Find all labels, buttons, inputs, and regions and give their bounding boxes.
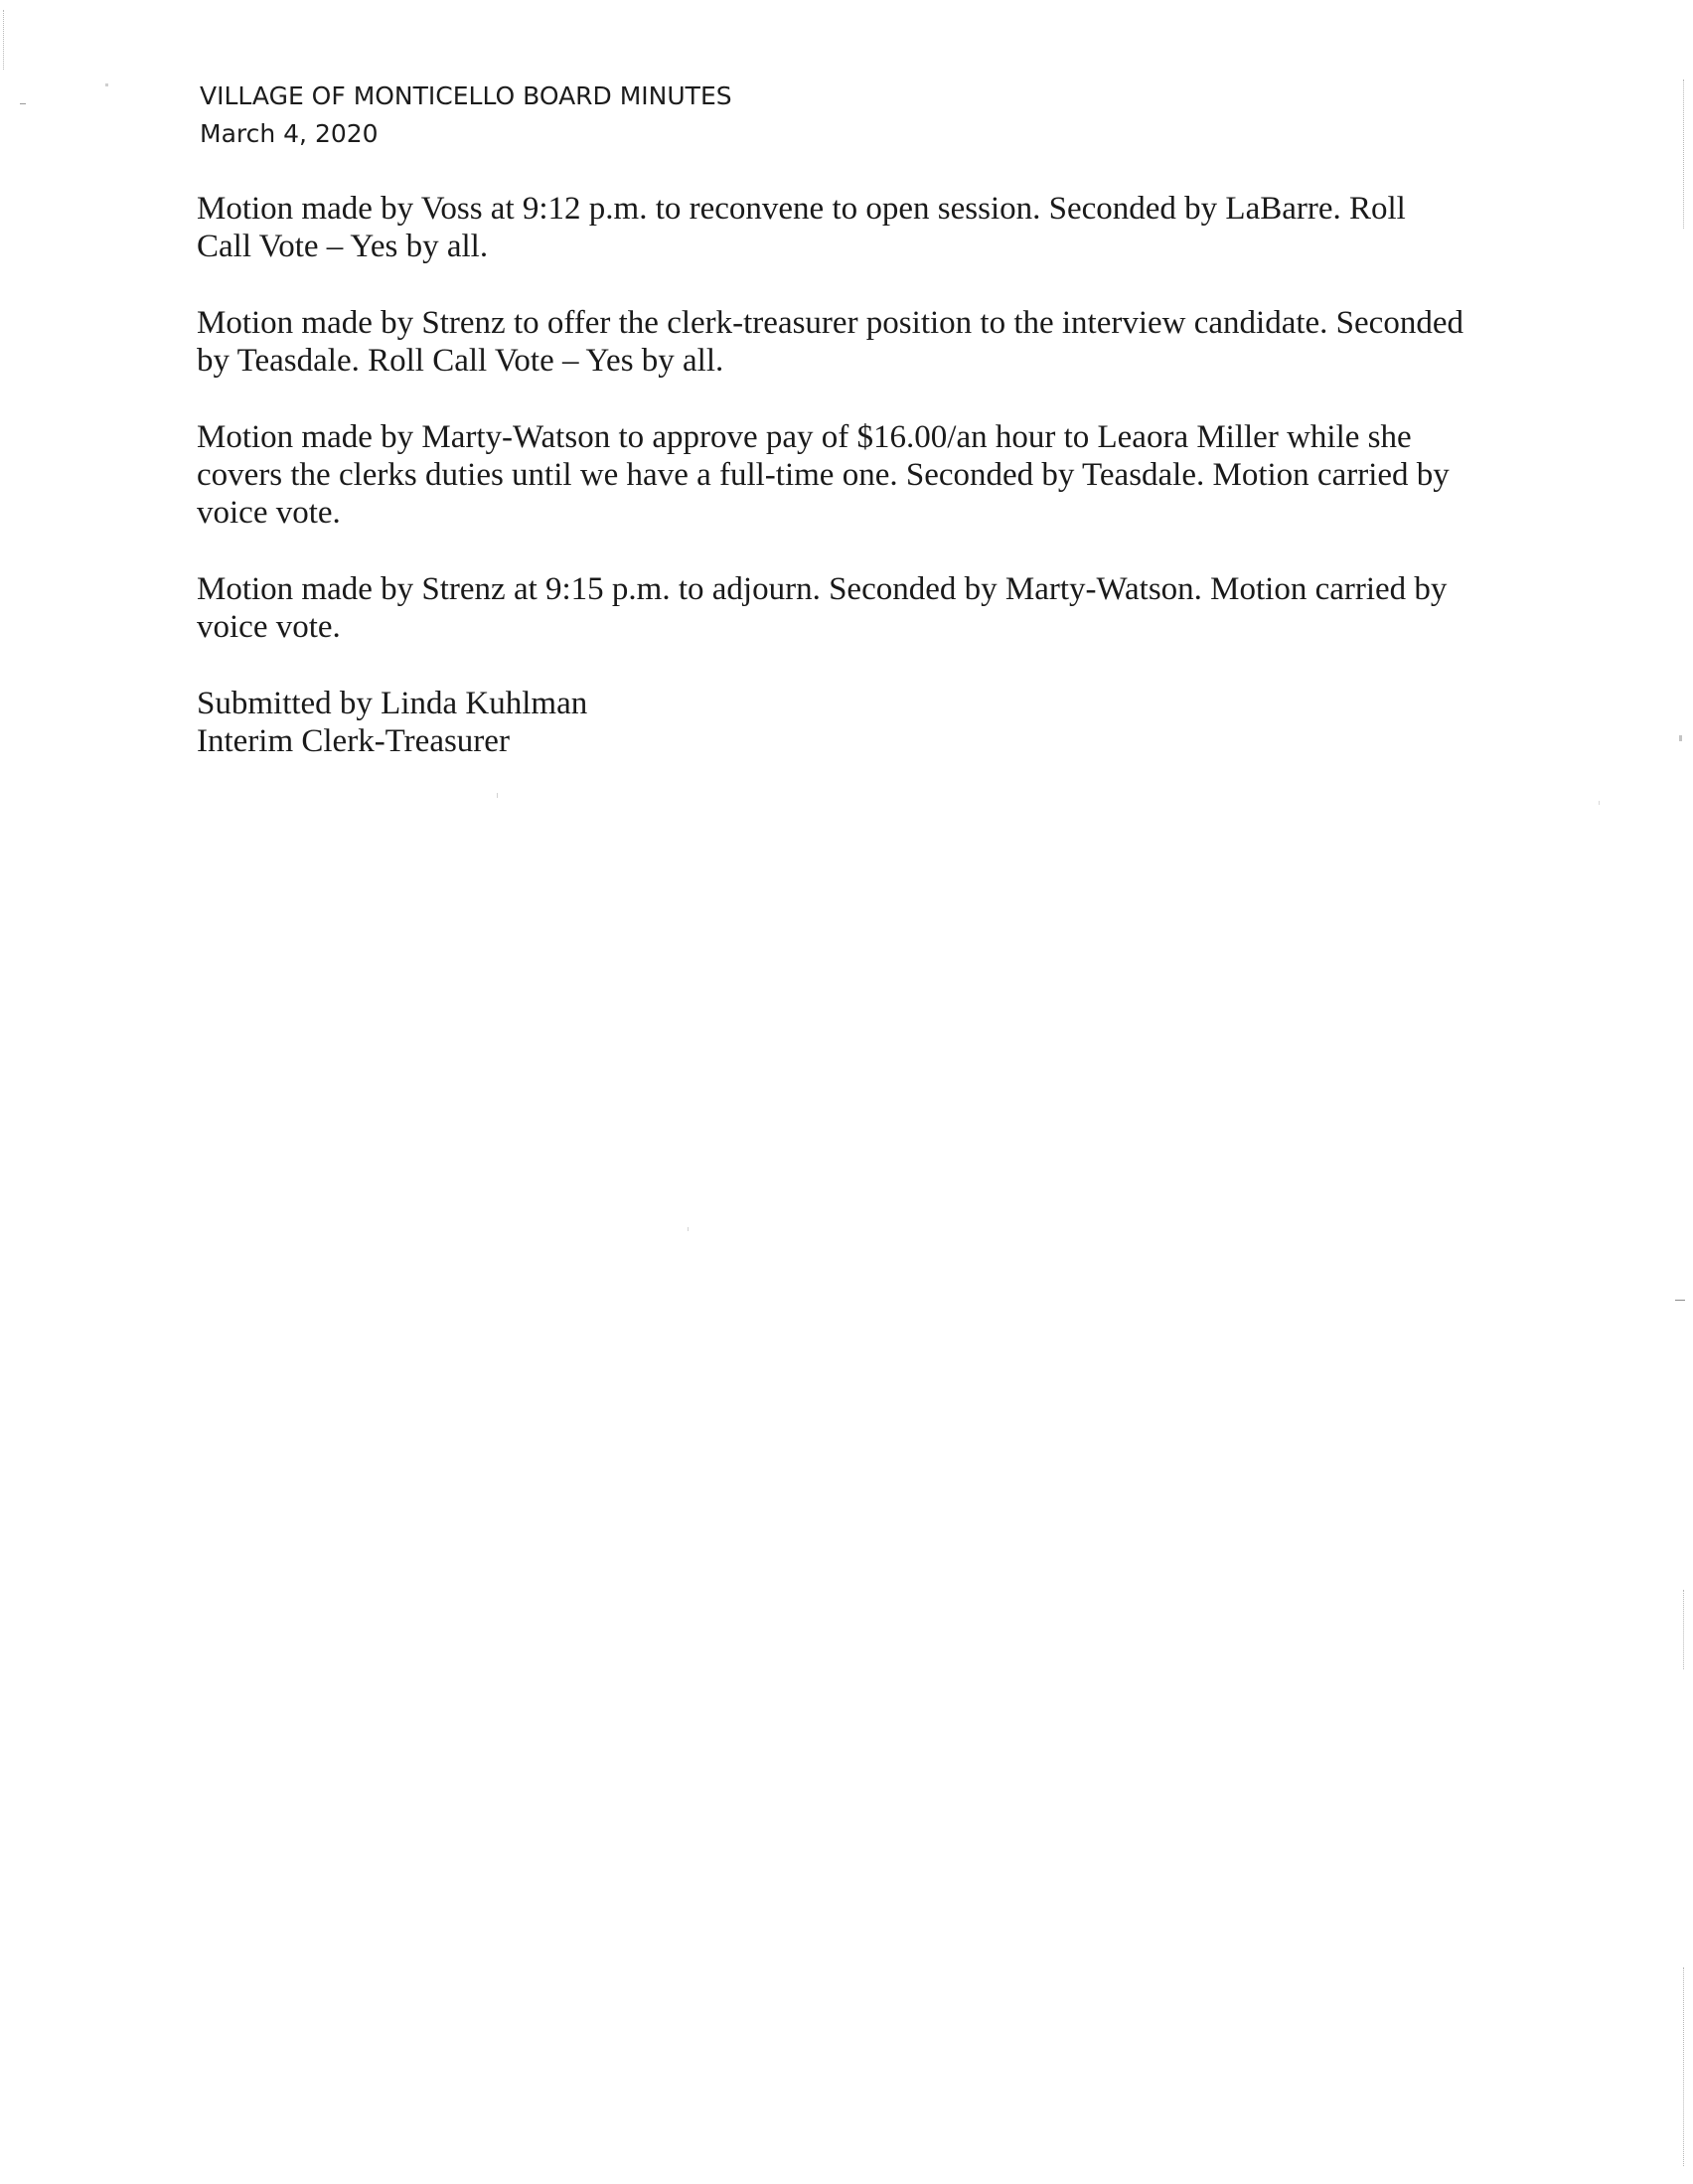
paragraph-line: by Teasdale. Roll Call Vote – Yes by all. <box>197 343 724 379</box>
paragraph-line: Call Vote – Yes by all. <box>197 229 489 264</box>
scan-speck <box>105 83 108 86</box>
signer-title: Interim Clerk-Treasurer <box>197 723 510 759</box>
scan-edge-right <box>1683 1967 1685 2166</box>
motion-paragraph-reconvene <box>197 190 1498 265</box>
paragraph-line: Motion made by Strenz to offer the clerk-treasurer position to the interview candidate. Seconded <box>197 305 1463 341</box>
document-date: March 4, 2020 <box>200 119 379 148</box>
scan-edge-right <box>1683 1590 1685 1669</box>
scan-speck <box>688 1227 689 1231</box>
document-title: VILLAGE OF MONTICELLO BOARD MINUTES <box>200 81 732 110</box>
motion-paragraph-approve-pay <box>197 418 1498 532</box>
paragraph-line: voice vote. <box>197 495 341 531</box>
scan-speck <box>20 103 26 104</box>
scan-speck <box>1599 801 1600 805</box>
motion-paragraph-offer-position <box>197 304 1498 380</box>
scan-speck <box>497 793 498 798</box>
paragraph-line: Motion made by Voss at 9:12 p.m. to reconvene to open session. Seconded by LaBarre. Roll <box>197 191 1406 227</box>
scan-edge-left <box>3 10 5 70</box>
scan-speck <box>1679 735 1682 741</box>
signature-block <box>197 685 1498 760</box>
paragraph-line: Motion made by Marty-Watson to approve pay of $16.00/an hour to Leaora Miller while she <box>197 419 1412 455</box>
scan-edge-right <box>1683 79 1685 229</box>
motion-paragraph-adjourn <box>197 570 1498 646</box>
paragraph-line: covers the clerks duties until we have a full-time one. Seconded by Teasdale. Motion carried by <box>197 457 1450 493</box>
paragraph-line: voice vote. <box>197 609 341 645</box>
document-header <box>200 78 1491 153</box>
scan-speck <box>1675 1300 1685 1301</box>
submitted-by: Submitted by Linda Kuhlman <box>197 686 588 721</box>
paragraph-line: Motion made by Strenz at 9:15 p.m. to adjourn. Seconded by Marty-Watson. Motion carried by <box>197 571 1448 607</box>
document-body <box>197 190 1498 760</box>
